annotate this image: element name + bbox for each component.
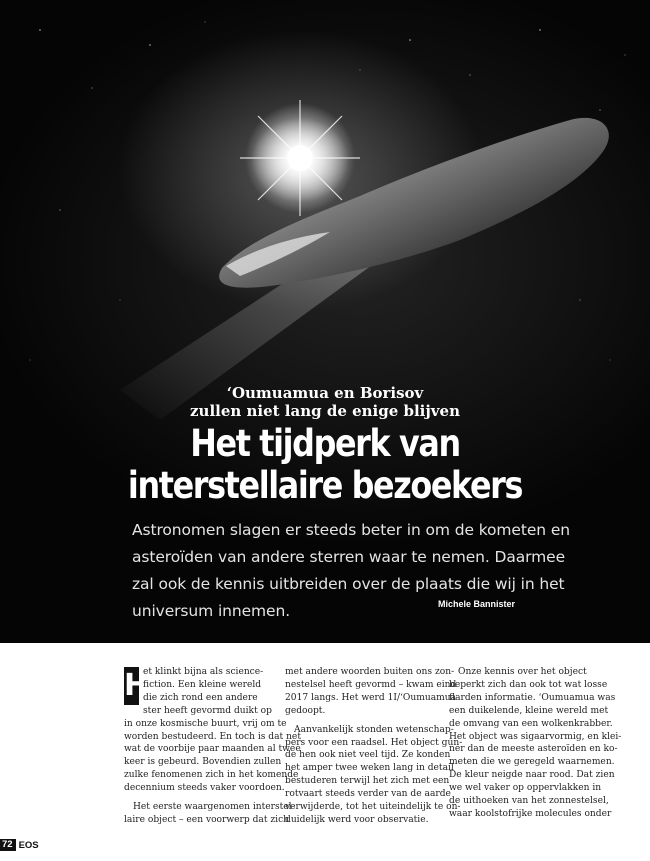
page-number: 72: [0, 839, 16, 851]
magazine-name: EOS: [18, 839, 39, 851]
paragraph: [124, 666, 301, 795]
text-line: de hen ook niet veel tijd. Ze konden: [285, 750, 451, 761]
drop-cap: H: [124, 668, 150, 703]
title-line: interstellaire bezoekers: [127, 464, 523, 507]
text-line: waar koolstofrijke molecules onder: [449, 808, 612, 819]
page-footer: [0, 839, 39, 851]
text-line: flarden informatie. ‘Oumuamua was: [449, 692, 616, 703]
author-byline: Michele Bannister: [438, 599, 516, 609]
title-line: Het tijdperk van: [190, 422, 460, 465]
kicker-line: ‘Oumuamua en Borisov: [226, 384, 424, 402]
text-line: het amper twee weken lang in detail: [285, 763, 454, 774]
text-line: 2017 langs. Het werd 1I/‘Oumuamua: [285, 692, 457, 703]
text-line: zulke fenomenen zich in het komende: [124, 770, 299, 781]
text-line: de omvang van een wolkenkrabber.: [449, 718, 613, 729]
paragraph: [124, 801, 295, 827]
text-line: et klinkt bijna als science-: [143, 667, 264, 677]
text-line: fiction. Een kleine wereld: [143, 679, 262, 690]
text-line: pers voor een raadsel. Het object gun-: [285, 737, 463, 748]
text-line: duidelijk werd voor observatie.: [285, 814, 429, 825]
paragraph: [285, 724, 463, 827]
kicker: [0, 384, 650, 420]
text-line: ster heeft gevormd duikt op: [143, 705, 272, 716]
text-line: Het eerste waargenomen interstel-: [133, 802, 295, 813]
lede-line: universum innemen.: [132, 602, 291, 620]
text-line: een duikelende, kleine wereld met: [449, 705, 609, 716]
text-column-2: [285, 666, 463, 833]
text-line: De kleur neigde naar rood. Dat zien: [449, 770, 615, 781]
lede-line: asteroïden van andere sterren waar te nemen. Daarmee: [132, 548, 566, 566]
sun-core: [287, 145, 313, 171]
text-line: de uithoeken van het zonnestelsel,: [449, 796, 609, 807]
text-line: worden bestudeerd. En toch is dat net: [124, 731, 301, 742]
text-line: laire object – een voorwerp dat zich: [124, 814, 290, 825]
text-column-1: [124, 666, 301, 833]
text-line: met andere woorden buiten ons zon-: [285, 667, 455, 677]
text-line: wat de voorbije paar maanden al twee: [124, 744, 301, 755]
text-line: Aanvankelijk stonden wetenschap-: [294, 724, 454, 735]
lede-line: Astronomen slagen er steeds beter in om de kometen en: [132, 521, 570, 539]
text-line: rotvaart steeds verder van de aarde: [285, 789, 451, 800]
text-line: verwijderde, tot het uiteindelijk te on-: [285, 802, 461, 813]
kicker-line: zullen niet lang de enige blijven: [190, 402, 460, 420]
text-column-3: [449, 666, 622, 827]
text-line: decennium steeds vaker voordoen.: [124, 783, 285, 794]
page-title: [46, 423, 605, 507]
article-body: [0, 666, 650, 838]
paragraph: [285, 666, 457, 718]
text-line: we wel vaker op oppervlakken in: [449, 783, 602, 794]
paragraph: [449, 666, 622, 821]
lede-line: zal ook de kennis uitbreiden over de plaats die wij in het: [132, 575, 565, 593]
text-line: nestelsel heeft gevormd – kwam eind: [285, 679, 457, 690]
text-line: bestuderen terwijl het zich met een: [285, 776, 450, 787]
text-line: beperkt zich dan ook tot wat losse: [449, 679, 608, 690]
text-line: meten die we geregeld waarnemen.: [449, 757, 615, 768]
text-line: keer is gebeurd. Bovendien zullen: [124, 757, 282, 768]
text-line: Onze kennis over het object: [458, 667, 587, 677]
text-line: die zich rond een andere: [143, 692, 258, 703]
text-line: Het object was sigaarvormig, en klei-: [449, 731, 622, 742]
text-line: in onze kosmische buurt, vrij om te: [124, 718, 287, 729]
text-line: gedoopt.: [285, 705, 326, 716]
text-line: ner dan de meeste asteroïden en ko-: [449, 744, 618, 755]
